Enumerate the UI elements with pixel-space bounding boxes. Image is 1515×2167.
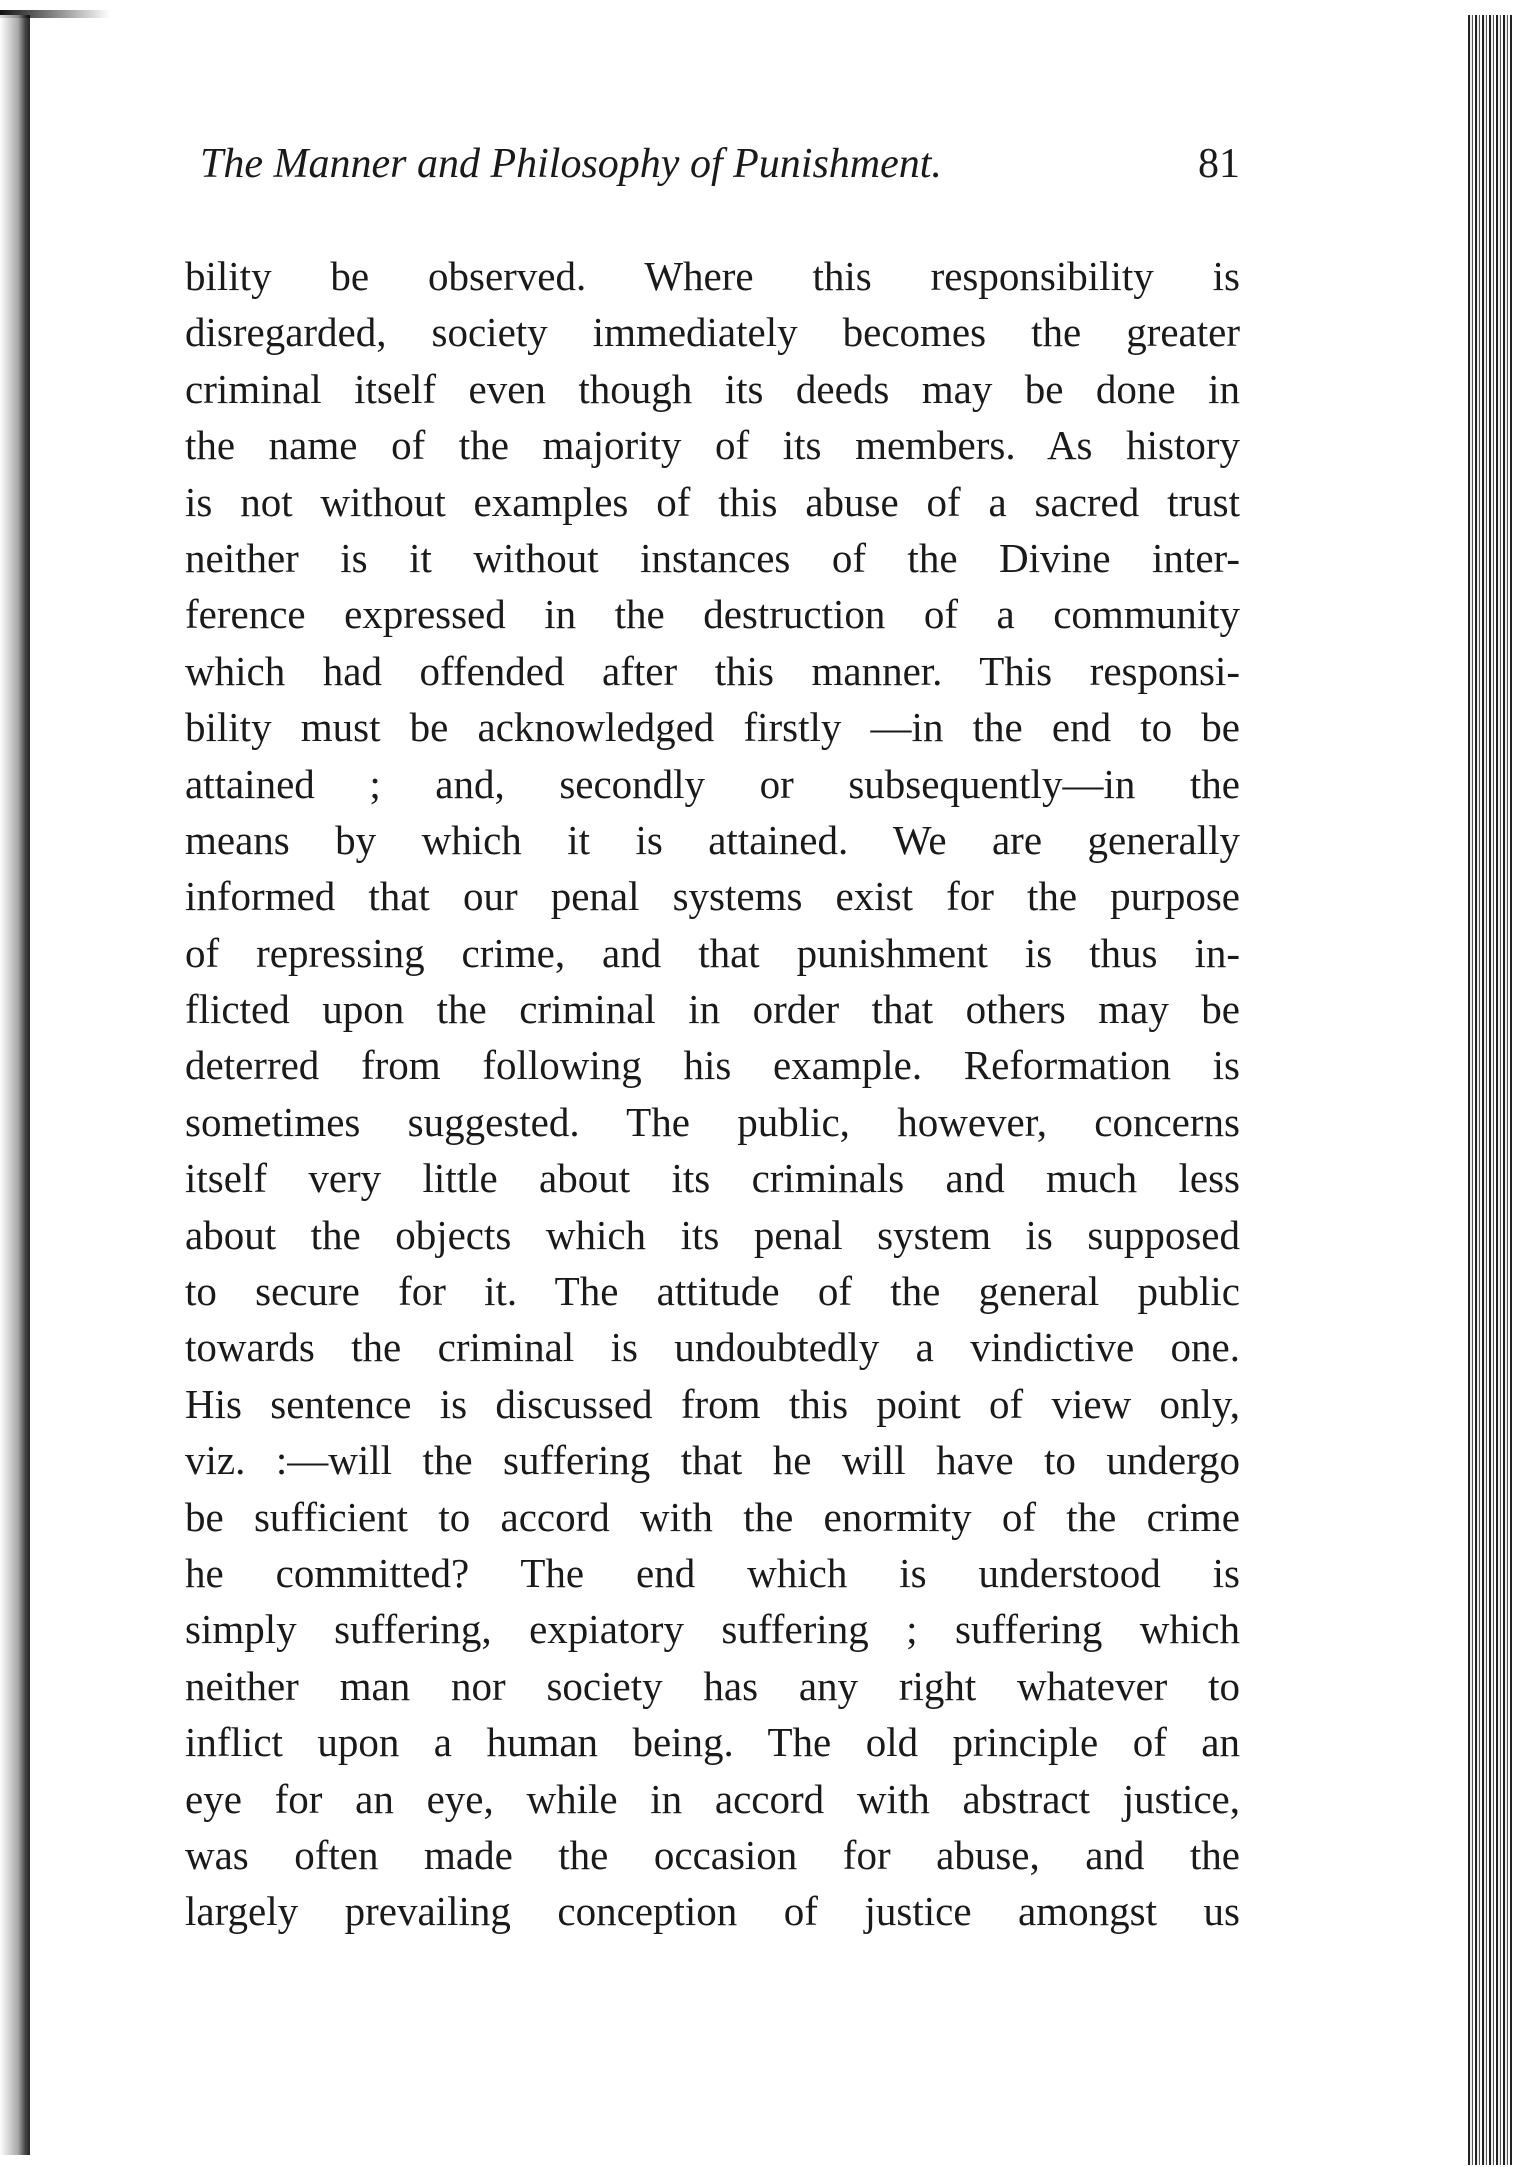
running-title: The Manner and Philosophy of Punishment. bbox=[200, 141, 942, 187]
text-line: largely prevailing conception of justice amongst us bbox=[185, 1888, 1240, 1935]
text-line: which had offended after this manner. This responsi- bbox=[185, 647, 1240, 694]
scan-right-edge bbox=[1468, 15, 1512, 2165]
text-line: criminal itself even though its deeds may be done in bbox=[185, 365, 1240, 412]
text-line: be sufficient to accord with the enormity of the crime bbox=[185, 1493, 1240, 1540]
text-line: means by which it is attained. We are generally bbox=[185, 816, 1240, 863]
page-number: 81 bbox=[1198, 141, 1240, 187]
text-line: eye for an eye, while in accord with abstract justice, bbox=[185, 1775, 1240, 1822]
text-line: His sentence is discussed from this point of view only, bbox=[185, 1380, 1240, 1427]
text-line: bility be observed. Where this responsibility is bbox=[185, 253, 1240, 299]
text-line: deterred from following his example. Reformation is bbox=[185, 1042, 1240, 1089]
body-text bbox=[185, 248, 1240, 1940]
text-line: flicted upon the criminal in order that others may be bbox=[185, 986, 1240, 1033]
text-line: the name of the majority of its members. As history bbox=[185, 422, 1240, 469]
running-header bbox=[200, 140, 1240, 188]
text-line: sometimes suggested. The public, however, concerns bbox=[185, 1098, 1240, 1145]
text-line: he committed? The end which is understood is bbox=[185, 1549, 1240, 1596]
text-line: viz. :—will the suffering that he will have to undergo bbox=[185, 1437, 1240, 1484]
text-line: attained ; and, secondly or subsequently—in the bbox=[185, 760, 1240, 807]
text-line: bility must be acknowledged firstly —in the end to be bbox=[185, 704, 1240, 751]
text-line: of repressing crime, and that punishment is thus in- bbox=[185, 929, 1240, 976]
text-line: to secure for it. The attitude of the general public bbox=[185, 1268, 1240, 1315]
text-line: itself very little about its criminals and much less bbox=[185, 1155, 1240, 1202]
text-line: ference expressed in the destruction of a community bbox=[185, 591, 1240, 638]
scan-left-edge bbox=[0, 15, 30, 2155]
text-line: towards the criminal is undoubtedly a vindictive one. bbox=[185, 1324, 1240, 1371]
text-line: informed that our penal systems exist for the purpose bbox=[185, 873, 1240, 920]
text-line: disregarded, society immediately becomes the greater bbox=[185, 309, 1240, 356]
text-line: neither is it without instances of the Divine inter- bbox=[185, 534, 1240, 581]
text-line: simply suffering, expiatory suffering ; suffering which bbox=[185, 1606, 1240, 1653]
text-line: was often made the occasion for abuse, and the bbox=[185, 1831, 1240, 1878]
text-line: inflict upon a human being. The old principle of an bbox=[185, 1719, 1240, 1766]
text-line: neither man nor society has any right whatever to bbox=[185, 1662, 1240, 1709]
text-line: about the objects which its penal system is supposed bbox=[185, 1211, 1240, 1258]
text-line: is not without examples of this abuse of a sacred trust bbox=[185, 478, 1240, 525]
